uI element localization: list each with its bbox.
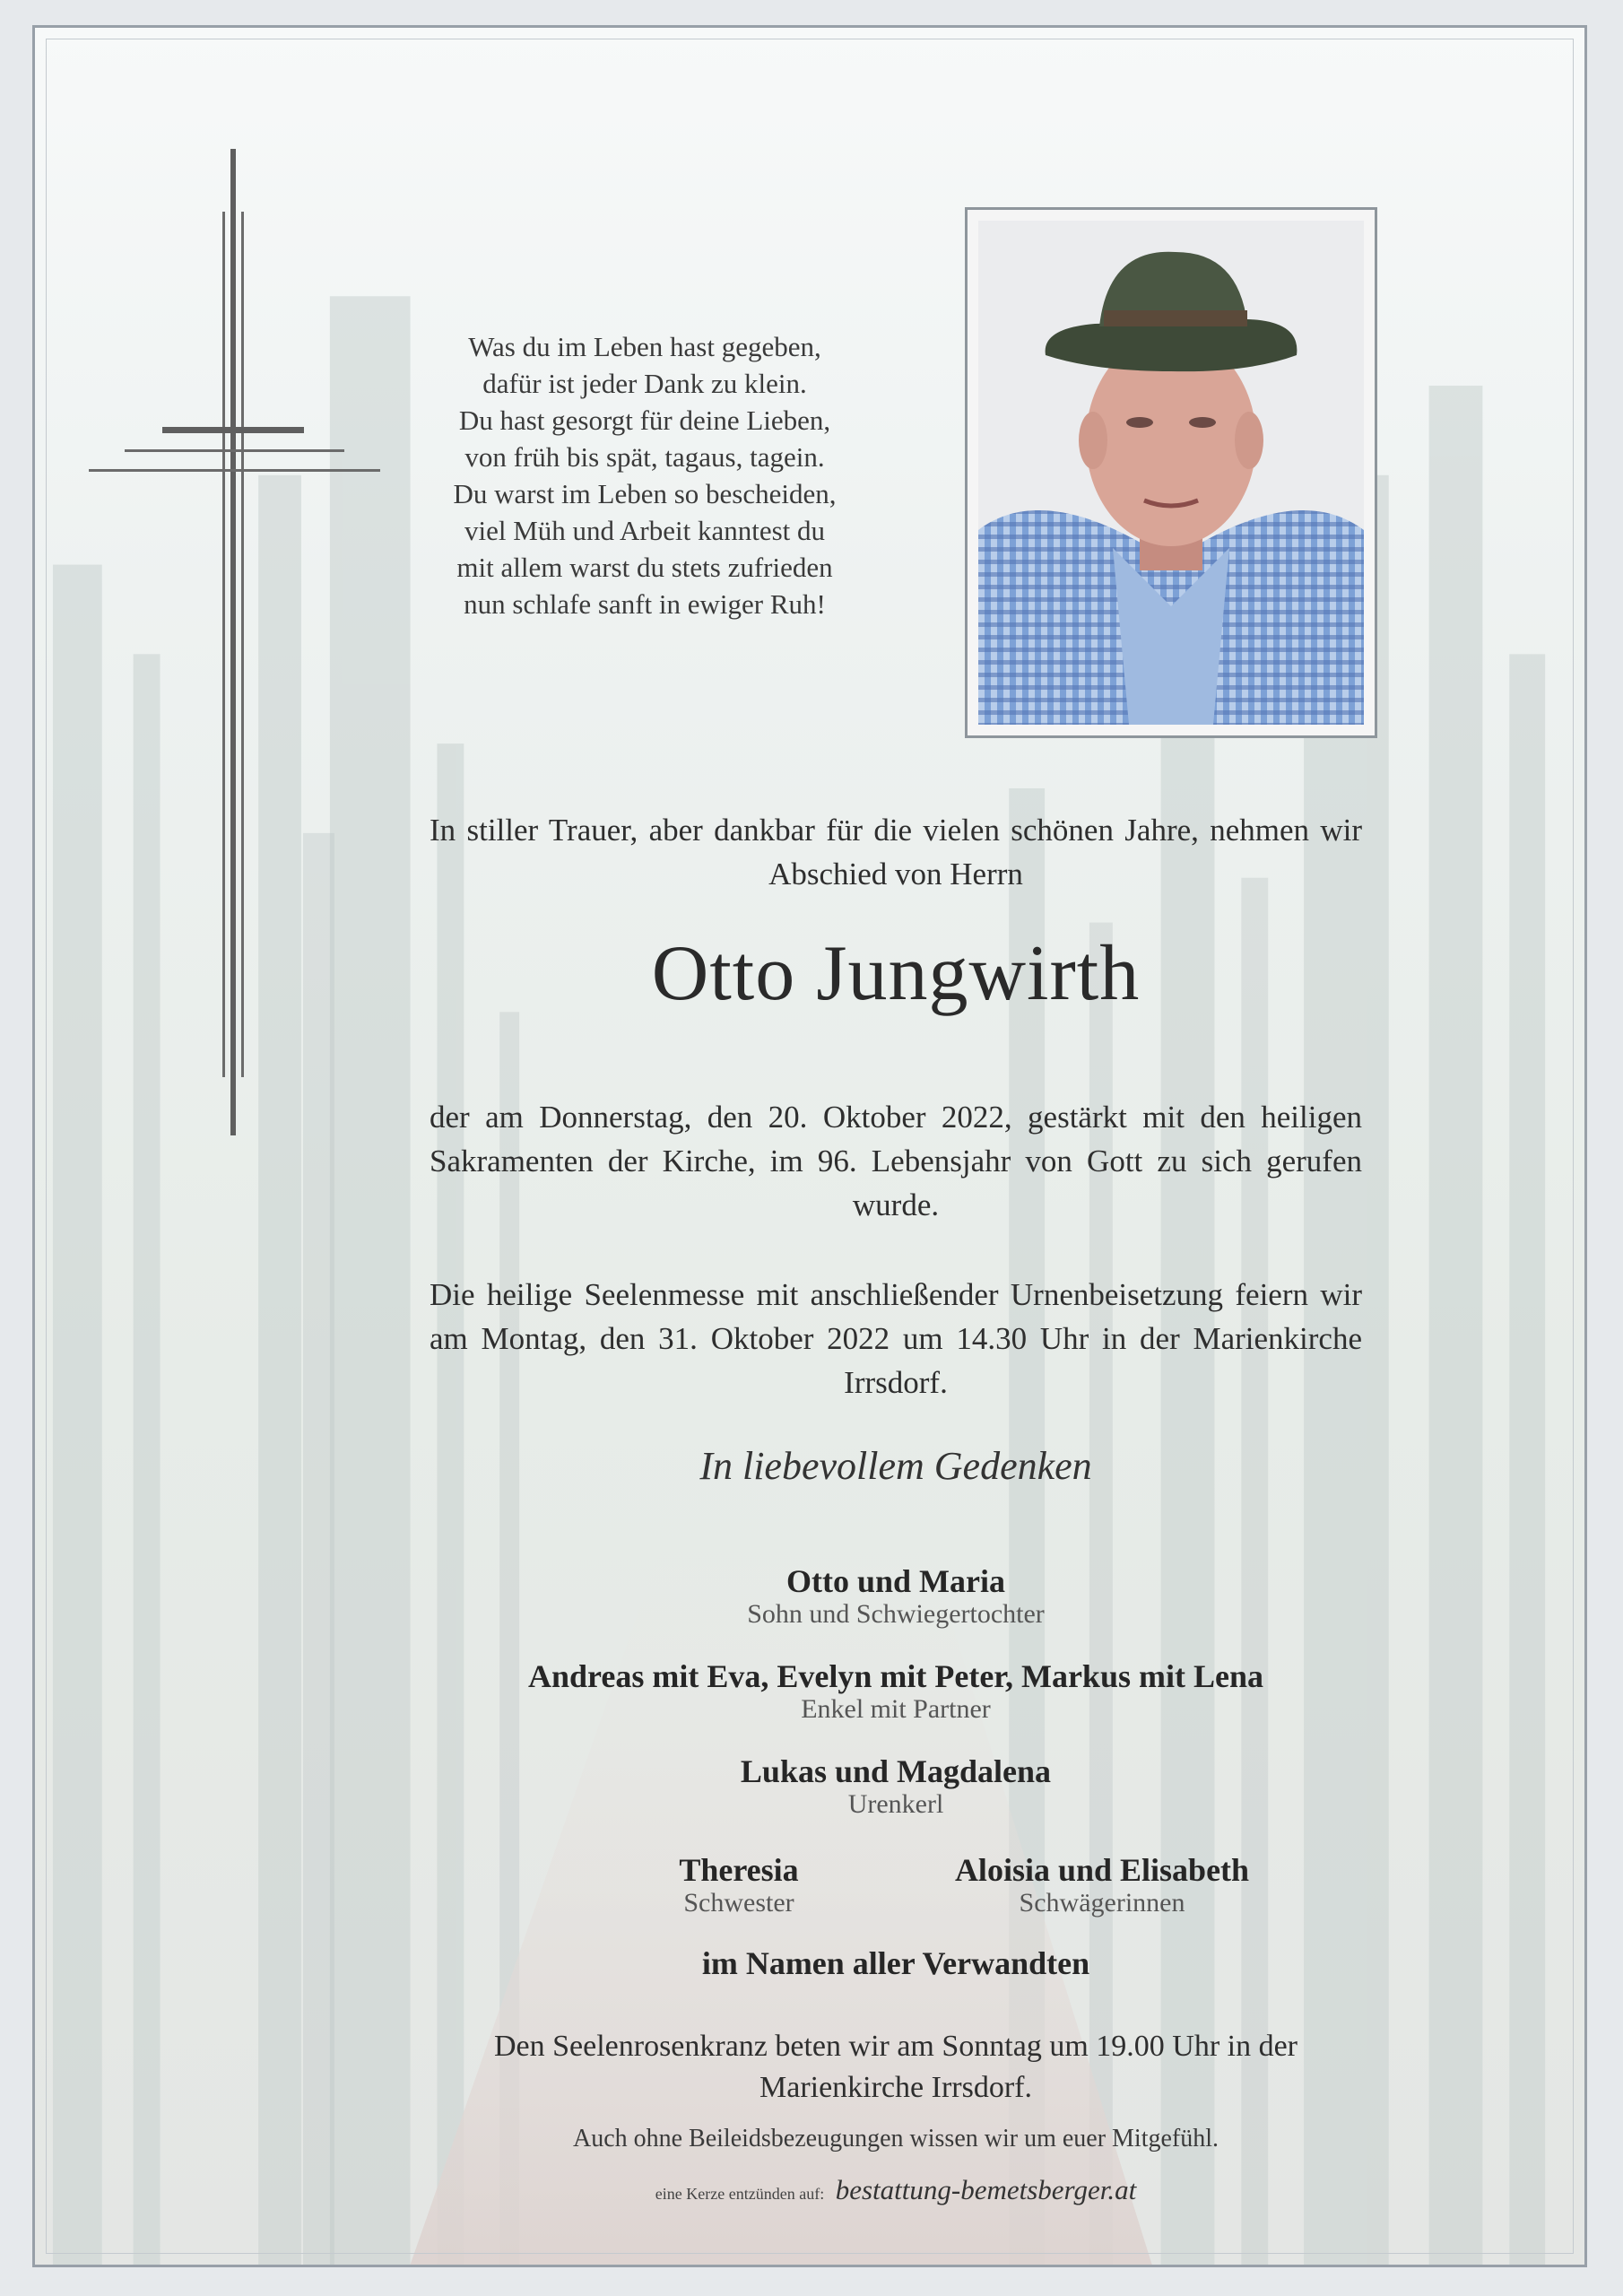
family-name: Lukas und Magdalena	[740, 1753, 1052, 1789]
poem-line: viel Müh und Arbeit kanntest du	[464, 515, 826, 546]
family-great-grandchildren	[430, 1753, 1362, 1820]
condolence-note: Auch ohne Beileidsbezeugungen wissen wir um euer Mitgefühl.	[572, 2125, 1219, 2152]
deceased-name: Otto Jungwirth	[651, 930, 1141, 1017]
rosary-notice: Den Seelenrosenkranz beten wir am Sonntag um 19.00 Uhr in der Marienkirche Irrsdorf.	[493, 2030, 1298, 2104]
poem-line: Du hast gesorgt für deine Lieben,	[458, 404, 831, 436]
family-name: Aloisia und Elisabeth	[954, 1852, 1250, 1888]
poem-line: Du warst im Leben so bescheiden,	[453, 478, 837, 509]
poem-line: Was du im Leben hast gegeben,	[468, 331, 821, 362]
cross-icon	[35, 28, 430, 1149]
family-sisters-in-law	[896, 1852, 1308, 1918]
family-role: Sohn und Schwiegertochter	[747, 1599, 1045, 1629]
footer	[430, 2174, 1362, 2206]
family-sister	[622, 1852, 855, 1918]
family-name: Otto und Maria	[785, 1563, 1005, 1599]
service-notice: Die heilige Seelenmesse mit anschließender Urnenbeisetzung feiern wir am Montag, den 31. Oktober 2022 um 14.30 Uhr in der Marienkirche Irrsdorf.	[430, 1277, 1362, 1400]
memory-heading: In liebevollem Gedenken	[699, 1444, 1092, 1488]
family-role: Schwester	[683, 1888, 794, 1918]
family-role: Enkel mit Partner	[801, 1694, 991, 1724]
footer-label: eine Kerze entzünden auf:	[655, 2185, 825, 2203]
family-grandchildren	[430, 1658, 1362, 1725]
poem-line: nun schlafe sanft in ewiger Ruh!	[464, 588, 826, 620]
poem	[412, 328, 878, 622]
poem-line: mit allem warst du stets zufrieden	[456, 552, 833, 583]
poem-line: dafür ist jeder Dank zu klein.	[482, 368, 807, 399]
intro-text: In stiller Trauer, aber dankbar für die vielen schönen Jahre, nehmen wir Abschied von Herrn	[430, 813, 1362, 891]
family-relatives: im Namen aller Verwandten	[701, 1945, 1090, 1981]
family-role: Schwägerinnen	[1019, 1888, 1185, 1918]
family-role: Urenkerl	[847, 1789, 944, 1819]
portrait-photo	[978, 221, 1364, 725]
family-son	[430, 1563, 1362, 1630]
parte-card	[32, 25, 1587, 2267]
death-notice: der am Donnerstag, den 20. Oktober 2022, gestärkt mit den heiligen Sakramenten der Kirche, im 96. Lebensjahr von Gott zu sich gerufen wurde.	[430, 1100, 1362, 1222]
poem-line: von früh bis spät, tagaus, tagein.	[464, 441, 825, 473]
footer-link[interactable]: bestattung-bemetsberger.at	[835, 2174, 1137, 2205]
family-name: Theresia	[679, 1852, 799, 1888]
family-name: Andreas mit Eva, Evelyn mit Peter, Markus mit Lena	[528, 1658, 1263, 1694]
portrait-frame	[965, 207, 1377, 738]
